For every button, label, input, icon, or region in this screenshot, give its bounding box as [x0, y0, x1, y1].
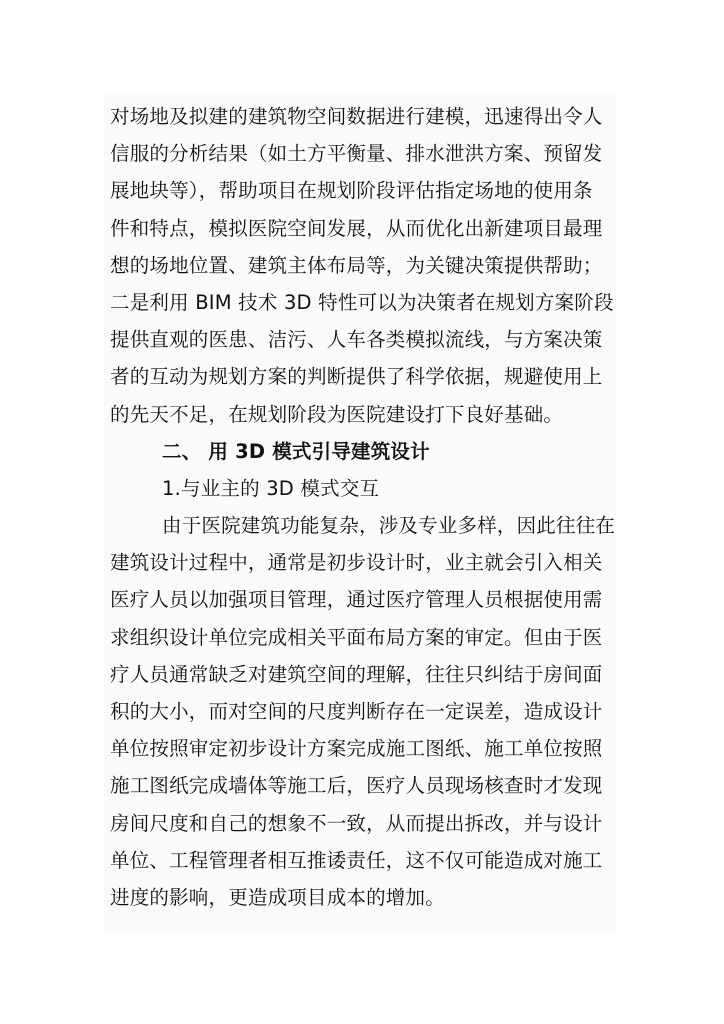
text-line: 件和特点，模拟医院空间发展，从而优化出新建项目最理 [110, 216, 603, 240]
text-line: 进度的影响，更造成项目成本的增加。 [110, 885, 445, 909]
text-line: 的先天不足，在规划阶段为医院建设打下良好基础。 [110, 402, 564, 426]
text-line: 由于医院建筑功能复杂，涉及专业多样，因此往往在 [162, 514, 616, 538]
text-line: 求组织设计单位完成相关平面布局方案的审定。但由于医 [110, 625, 603, 649]
text-line: 医疗人员以加强项目管理，通过医疗管理人员根据使用需 [110, 588, 603, 612]
text-line: 信服的分析结果（如土方平衡量、排水泄洪方案、预留发 [110, 142, 603, 166]
text-line: 施工图纸完成墙体等施工后，医疗人员现场核查时才发现 [110, 774, 603, 798]
paragraph-2 [110, 507, 616, 916]
text-line: 建筑设计过程中，通常是初步设计时，业主就会引入相关 [110, 551, 603, 575]
subsection-heading: 1.与业主的 3D 模式交互 [162, 476, 380, 500]
text-line: 者的互动为规划方案的判断提供了科学依据，规避使用上 [110, 365, 603, 389]
text-line: 想的场地位置、建筑主体布局等，为关键决策提供帮助； [110, 253, 603, 277]
text-line: 积的大小，而对空间的尺度判断存在一定误差，造成设计 [110, 700, 603, 723]
document-body [110, 98, 616, 916]
section-heading: 二、 用 3D 模式引导建筑设计 [162, 439, 430, 463]
text-line: 房间尺度和自己的想象不一致，从而提出拆改，并与设计 [110, 811, 603, 835]
text-line: 单位、工程管理者相互推诿责任，这不仅可能造成对施工 [110, 848, 603, 872]
text-line: 二是利用 BIM 技术 3D 特性可以为决策者在规划方案阶段 [110, 290, 614, 314]
text-line: 疗人员通常缺乏对建筑空间的理解，往往只纠结于房间面 [110, 662, 603, 686]
paragraph-1 [110, 98, 612, 433]
text-line: 单位按照审定初步设计方案完成施工图纸、施工单位按照 [110, 737, 603, 761]
text-line: 提供直观的医患、洁污、人车各类模拟流线，与方案决策 [110, 328, 603, 352]
text-line: 展地块等），帮助项目在规划阶段评估指定场地的使用条 [110, 179, 593, 203]
text-line: 对场地及拟建的建筑物空间数据进行建模，迅速得出令人 [110, 105, 603, 128]
